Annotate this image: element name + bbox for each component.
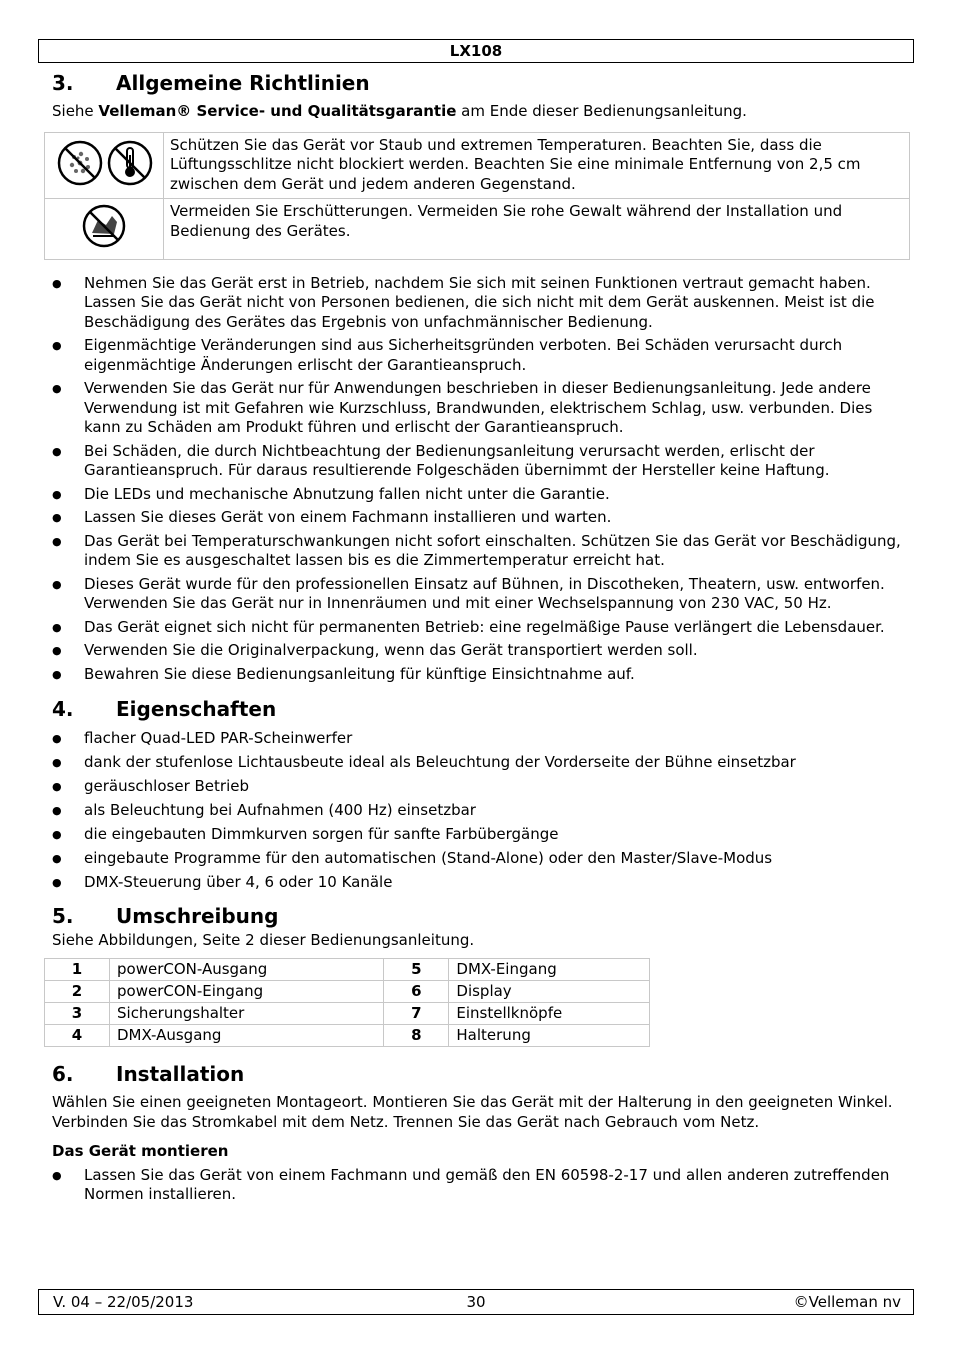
list-item: ● Das Gerät eignet sich nicht für permanenten Betrieb: eine regelmäßige Pause verlängert die Lebensdauer. (52, 618, 910, 638)
version-date: V. 04 – 22/05/2013 (53, 1293, 194, 1311)
list-item: ● Eigenmächtige Veränderungen sind aus Sicherheitsgründen verboten. Bei Schäden verursacht durch eigenmächtige Änderungen erlischt der Garantieanspruch. (52, 336, 910, 375)
section-title-description: 5. Umschreibung (52, 903, 279, 928)
warning-table (44, 132, 910, 260)
page-footer (38, 1289, 914, 1315)
warning-row (45, 199, 910, 260)
list-item: ● Verwenden Sie die Originalverpackung, wenn das Gerät transportiert werden soll. (52, 641, 910, 661)
warning-row (45, 132, 910, 199)
table-row: 3 Sicherungshalter 7 Einstellknöpfe (45, 1003, 650, 1025)
table-row: 1 powerCON-Ausgang 5 DMX-Eingang (45, 959, 650, 981)
page-header (38, 39, 914, 63)
warning-text: Vermeiden Sie Erschütterungen. Vermeiden Sie rohe Gewalt während der Installation und Bedienung des Gerätes. (164, 199, 910, 260)
list-item: ● die eingebauten Dimmkurven sorgen für sanfte Farbübergänge (52, 825, 910, 845)
list-item: ● DMX-Steuerung über 4, 6 oder 10 Kanäle (52, 873, 910, 893)
dust-temperature-icon (54, 137, 154, 189)
page-number: 30 (466, 1293, 486, 1311)
list-item: ● flacher Quad-LED PAR-Scheinwerfer (52, 729, 910, 749)
section-title-installation: 6. Installation (52, 1062, 245, 1086)
section-title-general-guidelines: 3. Allgemeine Richtlinien (52, 71, 370, 95)
copyright: ©Velleman nv (793, 1293, 901, 1311)
list-item: ● Lassen Sie dieses Gerät von einem Fachmann installieren und warten. (52, 508, 910, 528)
warning-icons-cell (45, 132, 164, 199)
list-item: ● Dieses Gerät wurde für den professionellen Einsatz auf Bühnen, in Discotheken, Theatern, usw. entworfen. Verwenden Sie das Gerät nur in Innenräumen und mit einer Wechselspannung von 230 VAC, 50 Hz. (52, 575, 910, 614)
list-item: ● Nehmen Sie das Gerät erst in Betrieb, nachdem Sie sich mit seinen Funktionen vertraut gemacht haben. Lassen Sie das Gerät nicht von Personen bedienen, die sich nicht mit dem Gerät auskennen. Meist ist die Beschädigung des Gerätes das Ergebnis von unfachmännischer Bedienung. (52, 274, 910, 333)
installation-intro: Wählen Sie einen geeigneten Montageort. Montieren Sie das Gerät mit der Halterung in den geeigneten Winkel. Verbinden Sie das Stromkabel mit dem Netz. Trennen Sie das Gerät nach Gebrauch vom Netz. (52, 1093, 893, 1131)
guarantee-reference: Siehe Velleman® Service- und Qualitätsgarantie am Ende dieser Bedienungsanleitung. (52, 102, 747, 120)
shock-icon (79, 203, 129, 249)
list-item: ● Bewahren Sie diese Bedienungsanleitung für künftige Einsichtnahme auf. (52, 665, 910, 685)
table-row: 2 powerCON-Eingang 6 Display (45, 981, 650, 1003)
model-name: LX108 (449, 42, 503, 60)
list-item: ● Lassen Sie das Gerät von einem Fachmann und gemäß den EN 60598-2-17 und allen anderen zutreffenden Normen installieren. (52, 1166, 910, 1205)
table-row: 4 DMX-Ausgang 8 Halterung (45, 1025, 650, 1047)
section-title-features: 4. Eigenschaften (52, 697, 277, 721)
list-item: ● geräuschloser Betrieb (52, 777, 910, 797)
list-item: ● als Beleuchtung bei Aufnahmen (400 Hz) einsetzbar (52, 801, 910, 821)
list-item: ● Die LEDs und mechanische Abnutzung fallen nicht unter die Garantie. (52, 485, 910, 505)
parts-table (44, 958, 650, 1047)
mounting-subheading: Das Gerät montieren (52, 1142, 229, 1160)
page-content (52, 68, 910, 1205)
list-item: ● dank der stufenlose Lichtausbeute ideal als Beleuchtung der Vorderseite der Bühne einsetzbar (52, 753, 910, 773)
list-item: ● eingebaute Programme für den automatischen (Stand-Alone) oder den Master/Slave-Modus (52, 849, 910, 869)
warning-icons-cell (45, 199, 164, 260)
list-item: ● Verwenden Sie das Gerät nur für Anwendungen beschrieben in dieser Bedienungsanleitung. Jede andere Verwendung ist mit Gefahren wie Kurzschluss, Brandwunden, elektrischem Schlag, usw. verbunden. Dies kann zu Schäden am Produkt führen und erlischt der Garantieanspruch. (52, 379, 910, 438)
description-intro: Siehe Abbildungen, Seite 2 dieser Bedienungsanleitung. (52, 930, 475, 949)
list-item: ● Das Gerät bei Temperaturschwankungen nicht sofort einschalten. Schützen Sie das Gerät vor Beschädigung, indem Sie es ausgeschaltet lassen bis es die Zimmertemperatur erreicht hat. (52, 532, 910, 571)
mounting-list (52, 1166, 910, 1205)
features-list (52, 729, 910, 893)
list-item: ● Bei Schäden, die durch Nichtbeachtung der Bedienungsanleitung verursacht werden, erlischt der Garantieanspruch. Für daraus resultierende Folgeschäden übernimmt der Hersteller keine Haftung. (52, 442, 910, 481)
guidelines-list (52, 274, 910, 685)
warning-text: Schützen Sie das Gerät vor Staub und extremen Temperaturen. Beachten Sie, dass die Lüftungsschlitze nicht blockiert werden. Beachten Sie eine minimale Entfernung von 2,5 cm zwischen dem Gerät und jedem anderen Gegenstand. (164, 132, 910, 199)
